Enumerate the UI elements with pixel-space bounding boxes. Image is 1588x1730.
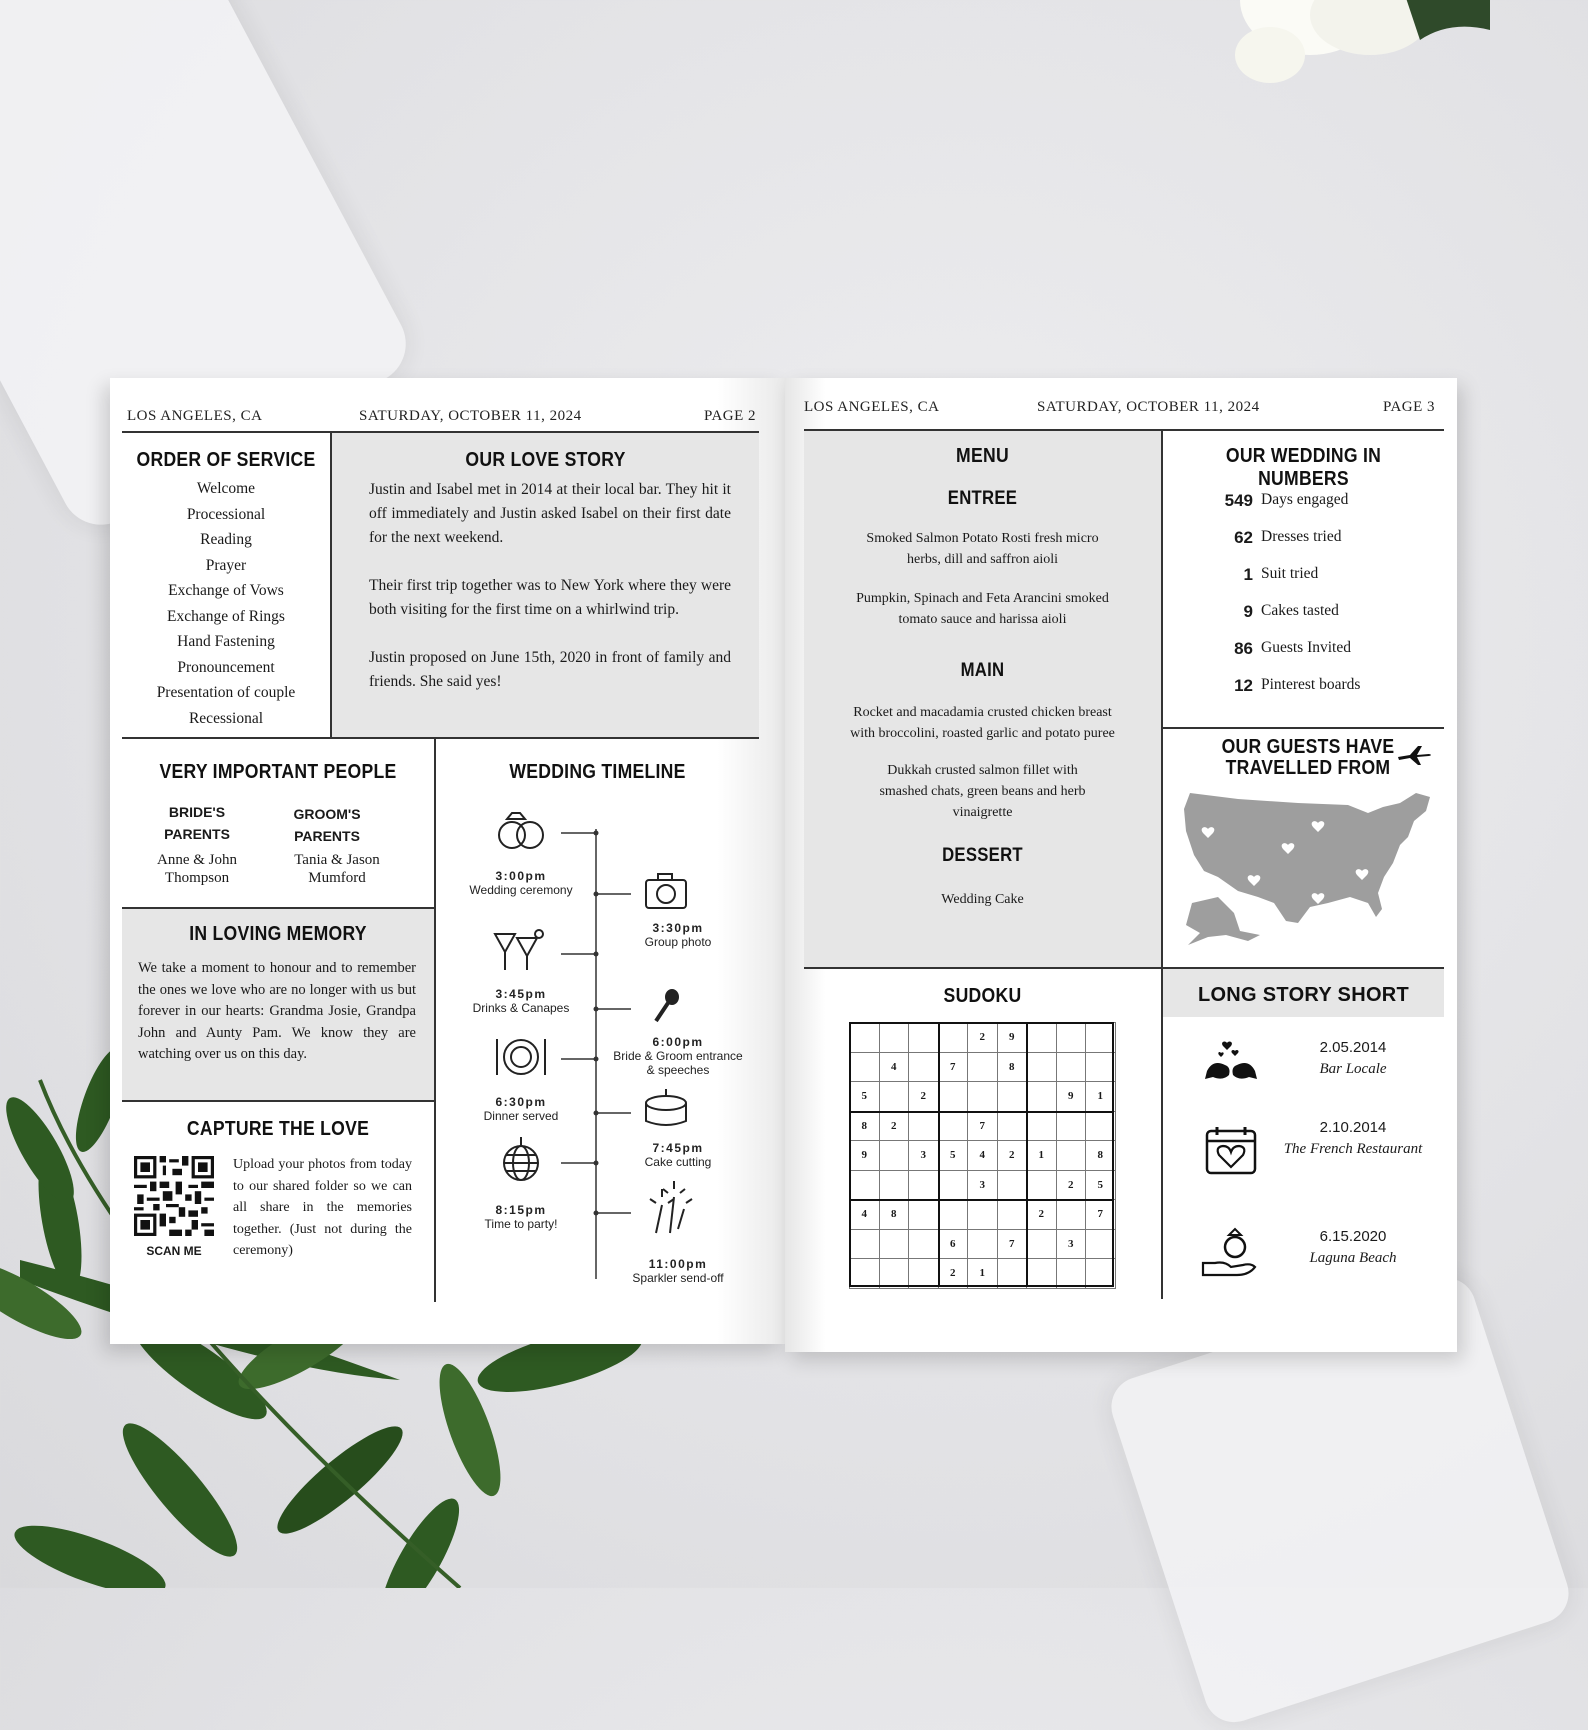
sudoku-cell[interactable] (879, 1023, 909, 1053)
timeline-event (456, 987, 586, 1015)
sudoku-cell[interactable]: 3 (1056, 1229, 1086, 1259)
menu-item: Dukkah crusted salmon fillet with smashed chats, green beans and herb vinaigrette (879, 763, 1086, 820)
timeline-dot (594, 1211, 599, 1216)
camera-icon (646, 874, 686, 908)
dinner-plate-icon (497, 1039, 545, 1075)
sudoku-cell[interactable] (968, 1200, 998, 1230)
main-title: MAIN (960, 660, 1005, 681)
sudoku-cell[interactable]: 2 (1056, 1170, 1086, 1200)
timeline-label: Drinks & Canapes (472, 1001, 570, 1015)
timeline-dot (594, 1111, 599, 1116)
sudoku-cell[interactable]: 2 (909, 1082, 939, 1112)
sudoku-cell[interactable]: 8 (997, 1052, 1027, 1082)
sudoku-cell[interactable] (968, 1052, 998, 1082)
in-loving-memory-text: We take a moment to honour and to remember the ones we love who are no longer with us but forever in our hearts: Grandma Josie, Grandpa John and Aunty Pam. We know they are watching over us on this day. (138, 960, 416, 1062)
timeline-label: Group photo (644, 935, 712, 949)
sudoku-cell[interactable] (1027, 1023, 1057, 1053)
sudoku-cell[interactable]: 1 (1086, 1082, 1116, 1112)
story-date: 2.05.2014 (1319, 1039, 1387, 1056)
sudoku-cell[interactable] (1027, 1229, 1057, 1259)
order-of-service-title: ORDER OF SERVICE (136, 449, 316, 471)
timeline-time: 3:45pm (495, 987, 547, 1001)
header-city: LOS ANGELES, CA (804, 399, 940, 415)
sudoku-cell[interactable] (850, 1170, 880, 1200)
order-of-service-item: Recessional (188, 709, 264, 727)
sudoku-title: SUDOKU (943, 985, 1022, 1007)
story-date: 2.10.2014 (1319, 1119, 1387, 1136)
timeline-time: 6:30pm (495, 1095, 547, 1109)
usa-map-icon (1178, 785, 1438, 950)
sudoku-cell[interactable]: 2 (879, 1111, 909, 1141)
order-of-service-item: Hand Fastening (177, 633, 275, 650)
header-date: SATURDAY, OCTOBER 11, 2024 (359, 408, 582, 424)
order-of-service-item: Presentation of couple (156, 684, 296, 701)
sudoku-cell[interactable]: 7 (1086, 1200, 1116, 1230)
dessert-title: DESSERT (942, 845, 1023, 866)
timeline-dot (594, 1161, 599, 1166)
timeline-dot (594, 952, 599, 957)
timeline-time: 7:45pm (652, 1141, 704, 1155)
story-place: The French Restaurant (1283, 1141, 1423, 1157)
sudoku-cell[interactable]: 4 (850, 1200, 880, 1230)
sudoku-cell[interactable] (1086, 1023, 1116, 1053)
guests-title-line: OUR GUESTS HAVE (1221, 736, 1395, 758)
sudoku-cell[interactable]: 2 (1027, 1200, 1057, 1230)
brides-parents-names: Anne & John Thompson (157, 852, 237, 886)
long-story-short-section (1163, 969, 1444, 1309)
sudoku-cell[interactable] (1056, 1052, 1086, 1082)
numbers-label: Dresses tried (1261, 528, 1342, 545)
header-city: LOS ANGELES, CA (127, 408, 263, 424)
vip-section (122, 739, 434, 907)
sudoku-cell[interactable] (1086, 1259, 1116, 1289)
sudoku-cell[interactable] (879, 1141, 909, 1171)
guests-travelled-section (1163, 729, 1444, 967)
numbers-label: Pinterest boards (1261, 676, 1361, 693)
sudoku-cell[interactable]: 5 (1086, 1170, 1116, 1200)
timeline-label: Dinner served (483, 1109, 559, 1123)
numbers-row (1163, 565, 1433, 595)
entree-title: ENTREE (947, 488, 1018, 509)
numbers-value: 86 (1234, 639, 1253, 658)
timeline-time: 8:15pm (495, 1203, 547, 1217)
capture-the-love-title: CAPTURE THE LOVE (186, 1118, 370, 1140)
numbers-label: Guests Invited (1261, 639, 1351, 656)
sudoku-section (804, 969, 1161, 1309)
love-story-paragraph: Their first trip together was to New York where they were both visiting for the first time on a whirlwind trip. (369, 577, 731, 618)
story-place: Bar Locale (1319, 1061, 1387, 1077)
numbers-row (1163, 602, 1433, 632)
sudoku-cell[interactable] (997, 1170, 1027, 1200)
sudoku-cell[interactable] (850, 1229, 880, 1259)
order-of-service-item: Welcome (196, 480, 256, 497)
sudoku-cell[interactable]: 1 (1027, 1141, 1057, 1171)
menu-item: Wedding Cake (941, 892, 1024, 907)
sudoku-cell[interactable] (850, 1259, 880, 1289)
timeline-dot (594, 831, 599, 836)
sudoku-cell[interactable] (1027, 1111, 1057, 1141)
in-loving-memory-section (122, 909, 434, 1100)
timeline-event (456, 1095, 586, 1123)
header-date: SATURDAY, OCTOBER 11, 2024 (1037, 399, 1260, 415)
sudoku-cell[interactable]: 6 (938, 1229, 968, 1259)
sudoku-cell[interactable]: 2 (938, 1259, 968, 1289)
sudoku-cell[interactable] (909, 1259, 939, 1289)
wedding-timeline-title: WEDDING TIMELINE (509, 761, 686, 783)
sudoku-cell[interactable]: 8 (879, 1200, 909, 1230)
sudoku-cell[interactable] (879, 1259, 909, 1289)
timeline-time: 11:00pm (648, 1257, 708, 1271)
timeline-label: Wedding ceremony (469, 883, 573, 897)
numbers-row (1163, 491, 1433, 521)
sudoku-cell[interactable] (997, 1082, 1027, 1112)
cocktail-icon (495, 930, 543, 970)
sudoku-cell[interactable] (909, 1229, 939, 1259)
sudoku-cell[interactable]: 1 (968, 1259, 998, 1289)
sudoku-grid[interactable] (849, 1022, 1116, 1289)
timeline-dot (594, 892, 599, 897)
menu-title: MENU (956, 445, 1009, 467)
sudoku-cell[interactable] (997, 1259, 1027, 1289)
sudoku-cell[interactable] (1056, 1200, 1086, 1230)
header-page-number: PAGE 2 (704, 408, 757, 424)
sudoku-cell[interactable] (938, 1170, 968, 1200)
numbers-value: 549 (1224, 491, 1253, 510)
sparkler-icon (650, 1181, 692, 1233)
sudoku-cell[interactable] (1086, 1229, 1116, 1259)
sudoku-cell[interactable]: 2 (968, 1023, 998, 1053)
story-place: Laguna Beach (1309, 1250, 1397, 1266)
sudoku-cell[interactable] (879, 1082, 909, 1112)
ring-hand-icon (1201, 1227, 1259, 1279)
timeline-event (608, 1035, 748, 1077)
sudoku-cell[interactable] (909, 1111, 939, 1141)
scan-me-label: SCAN ME (146, 1244, 202, 1258)
capture-the-love-text: Upload your photos from today to our shared folder so we can all share in the memories together. (Just not during the ceremony) (233, 1157, 412, 1258)
numbers-label: Cakes tasted (1261, 602, 1339, 619)
timeline-time: 3:00pm (495, 869, 547, 883)
numbers-row (1163, 676, 1433, 706)
calendar-heart-icon (1205, 1125, 1257, 1175)
order-of-service-section (122, 433, 330, 737)
numbers-title: OUR WEDDING IN NUMBERS (1225, 445, 1382, 490)
cake-icon (646, 1089, 686, 1125)
sudoku-cell[interactable]: 9 (850, 1141, 880, 1171)
timeline-dot (594, 1057, 599, 1062)
timeline-label: Cake cutting (644, 1155, 712, 1169)
sudoku-cell[interactable] (997, 1200, 1027, 1230)
sudoku-cell[interactable] (938, 1082, 968, 1112)
sudoku-cell[interactable]: 3 (968, 1170, 998, 1200)
numbers-value: 9 (1243, 602, 1253, 621)
menu-item: Rocket and macadamia crusted chicken breast with broccolini, roasted garlic and potato puree (850, 705, 1115, 741)
sudoku-cell[interactable] (1056, 1141, 1086, 1171)
order-of-service-item: Processional (186, 505, 266, 523)
sudoku-cell[interactable]: 9 (1056, 1082, 1086, 1112)
timeline-label: Time to party! (484, 1217, 558, 1231)
grooms-parents-names: Tania & Jason Mumford (294, 852, 380, 886)
order-of-service-item: Reading (200, 531, 252, 548)
sudoku-cell[interactable]: 2 (997, 1141, 1027, 1171)
microphone-icon (656, 990, 678, 1021)
sudoku-cell[interactable] (909, 1052, 939, 1082)
wedding-in-numbers-section (1163, 431, 1444, 727)
sudoku-cell[interactable] (1056, 1023, 1086, 1053)
guests-title-line: TRAVELLED FROM (1225, 757, 1391, 779)
sudoku-cell[interactable] (1086, 1052, 1116, 1082)
numbers-label: Days engaged (1261, 491, 1349, 508)
sudoku-cell[interactable] (879, 1170, 909, 1200)
sudoku-cell[interactable] (909, 1023, 939, 1053)
timeline-label: Sparkler send-off (632, 1271, 724, 1285)
sudoku-cell[interactable] (968, 1082, 998, 1112)
order-of-service-item: Exchange of Vows (168, 582, 284, 599)
sudoku-cell[interactable]: 3 (909, 1141, 939, 1171)
numbers-row (1163, 528, 1433, 558)
sudoku-cell[interactable]: 7 (997, 1229, 1027, 1259)
sudoku-cell[interactable]: 8 (1086, 1141, 1116, 1171)
order-of-service-item: Pronouncement (177, 658, 275, 676)
white-flower-decoration (1230, 0, 1490, 110)
love-story-paragraph: Justin proposed on June 15th, 2020 in front of family and friends. She said yes! (369, 649, 731, 690)
menu-section (804, 431, 1161, 968)
sudoku-cell[interactable] (850, 1023, 880, 1053)
order-of-service-list (122, 476, 330, 731)
sudoku-cell[interactable] (1056, 1259, 1086, 1289)
sudoku-cell[interactable]: 5 (938, 1141, 968, 1171)
sudoku-cell[interactable]: 5 (850, 1082, 880, 1112)
capture-the-love-section (122, 1102, 434, 1302)
story-date: 6.15.2020 (1319, 1228, 1387, 1245)
sudoku-cell[interactable] (879, 1229, 909, 1259)
sudoku-cell[interactable] (938, 1200, 968, 1230)
timeline-event (608, 1257, 748, 1285)
numbers-value: 1 (1243, 565, 1253, 584)
vip-title: VERY IMPORTANT PEOPLE (159, 761, 397, 783)
menu-item: Smoked Salmon Potato Rosti fresh micro herbs, dill and saffron aioli (866, 531, 1099, 567)
wedding-timeline-section (436, 739, 759, 1309)
sudoku-cell[interactable] (1086, 1111, 1116, 1141)
guests-title (1207, 737, 1409, 779)
newspaper-page-3 (785, 378, 1457, 1352)
numbers-value: 12 (1234, 676, 1253, 695)
sudoku-cell[interactable] (997, 1111, 1027, 1141)
sudoku-cell[interactable]: 9 (997, 1023, 1027, 1053)
order-of-service-item: Exchange of Rings (167, 607, 285, 625)
newspaper-page-2 (110, 378, 785, 1344)
sudoku-cell[interactable]: 7 (938, 1052, 968, 1082)
timeline-event (456, 1203, 586, 1231)
lovebirds-icon (1203, 1037, 1259, 1085)
sudoku-cell[interactable]: 4 (968, 1141, 998, 1171)
numbers-row (1163, 639, 1433, 669)
rings-icon (499, 813, 543, 848)
timeline-event (608, 921, 748, 949)
love-story-section (332, 433, 759, 737)
order-of-service-item: Prayer (205, 556, 247, 574)
timeline-event (608, 1141, 748, 1169)
grooms-parents-heading: GROOM'S PARENTS (293, 806, 361, 844)
disco-ball-icon (504, 1137, 538, 1180)
numbers-label: Suit tried (1261, 565, 1319, 582)
sudoku-cell[interactable] (909, 1170, 939, 1200)
sudoku-cell[interactable]: 7 (968, 1111, 998, 1141)
qr-code-icon[interactable] (134, 1156, 214, 1236)
timeline-dot (594, 1007, 599, 1012)
menu-item: Pumpkin, Spinach and Feta Arancini smoked tomato sauce and harissa aioli (856, 591, 1109, 627)
timeline-time: 6:00pm (652, 1035, 704, 1049)
sudoku-cell[interactable] (1027, 1052, 1057, 1082)
in-loving-memory-title: IN LOVING MEMORY (189, 923, 367, 945)
numbers-value: 62 (1234, 528, 1253, 547)
sudoku-cell[interactable] (938, 1111, 968, 1141)
sudoku-cell[interactable] (909, 1200, 939, 1230)
sudoku-cell[interactable] (1027, 1082, 1057, 1112)
airplane-icon (1396, 743, 1434, 767)
love-story-paragraph: Justin and Isabel met in 2014 at their local bar. They hit it off immediately and Justin asked Isabel on their first date for the next weekend. (369, 481, 731, 546)
timeline-label: Bride & Groom entrance & speeches (613, 1049, 743, 1077)
header-page-number: PAGE 3 (1383, 399, 1436, 415)
sudoku-cell[interactable] (1027, 1170, 1057, 1200)
sudoku-cell[interactable] (1056, 1111, 1086, 1141)
sudoku-cell[interactable] (850, 1052, 880, 1082)
timeline-time: 3:30pm (652, 921, 704, 935)
sudoku-cell[interactable] (938, 1023, 968, 1053)
sudoku-cell[interactable]: 8 (850, 1111, 880, 1141)
sudoku-cell[interactable] (968, 1229, 998, 1259)
love-story-title: OUR LOVE STORY (465, 449, 626, 471)
sudoku-cell[interactable]: 4 (879, 1052, 909, 1082)
brides-parents-heading: BRIDE'S PARENTS (164, 804, 230, 842)
timeline-event (456, 869, 586, 897)
long-story-short-title: LONG STORY SHORT (1163, 969, 1444, 1017)
sudoku-cell[interactable] (1027, 1259, 1057, 1289)
